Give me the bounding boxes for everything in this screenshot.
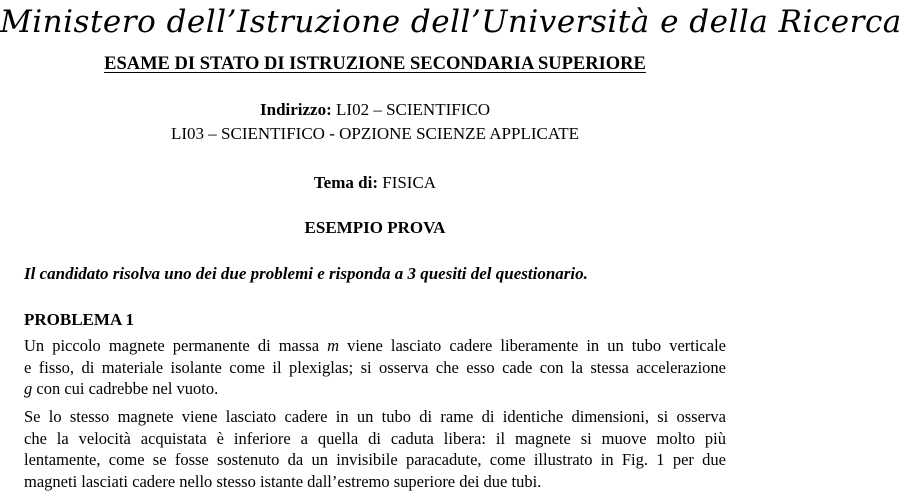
paragraph-2-line-1: Se lo stesso magnete viene lasciato cadere in un tubo di rame di identiche dimensioni, si osserva — [24, 407, 726, 426]
address-line-1 — [0, 99, 750, 121]
address-line-2: LI03 – SCIENTIFICO - OPZIONE SCIENZE APPLICATE — [171, 124, 579, 143]
paragraph-1-line-3-text: con cui cadrebbe nel vuoto. — [32, 379, 219, 398]
example-label: ESEMPIO PROVA — [304, 218, 446, 237]
address-label: Indirizzo: — [260, 100, 332, 119]
exam-title — [0, 52, 750, 76]
paragraph-1-line-1-start: Un piccolo magnete permanente di massa — [24, 336, 328, 355]
variable-g: g — [24, 379, 33, 398]
paragraph-2-line-2: che la velocità acquistata è inferiore a quella di caduta libera: il magnete si muove molto più — [24, 428, 726, 448]
subject-label: Tema di: — [313, 173, 378, 192]
paragraph-1-line-2: e fisso, di materiale isolante come il plexiglas; si osserva che esso cade con la stessa accelerazione — [24, 357, 726, 377]
candidate-instruction: Il candidato risolva uno dei due problemi e risponda a 3 quesiti del questionario. — [24, 264, 588, 283]
subject-line — [0, 172, 750, 194]
ministry-heading: Ministero dell’Istruzione dell’Università e della Ricerca — [0, 4, 902, 40]
problem-paragraph-2 — [24, 406, 726, 492]
paragraph-2-line-4: magneti lasciati cadere nello stesso istante dall’estremo superiore dei due tubi. — [24, 471, 542, 491]
paragraph-1-line-1 — [24, 335, 726, 357]
subject-value: FISICA — [382, 173, 437, 192]
address-value-1: LI02 – SCIENTIFICO — [336, 100, 490, 119]
variable-m: m — [327, 336, 340, 355]
problem-paragraph-1 — [24, 335, 726, 400]
paragraph-1-line-1-end: viene lasciato cadere liberamente in un tubo verticale — [339, 336, 726, 355]
exam-title-text: ESAME DI STATO DI ISTRUZIONE SECONDARIA SUPERIORE — [104, 54, 646, 74]
paragraph-1-line-3 — [24, 378, 726, 400]
paragraph-2-line-3: lentamente, come se fosse sostenuto da un invisibile paracadute, come illustrato in Fig. 1 per due — [24, 450, 726, 469]
problem-title: PROBLEMA 1 — [24, 310, 135, 329]
